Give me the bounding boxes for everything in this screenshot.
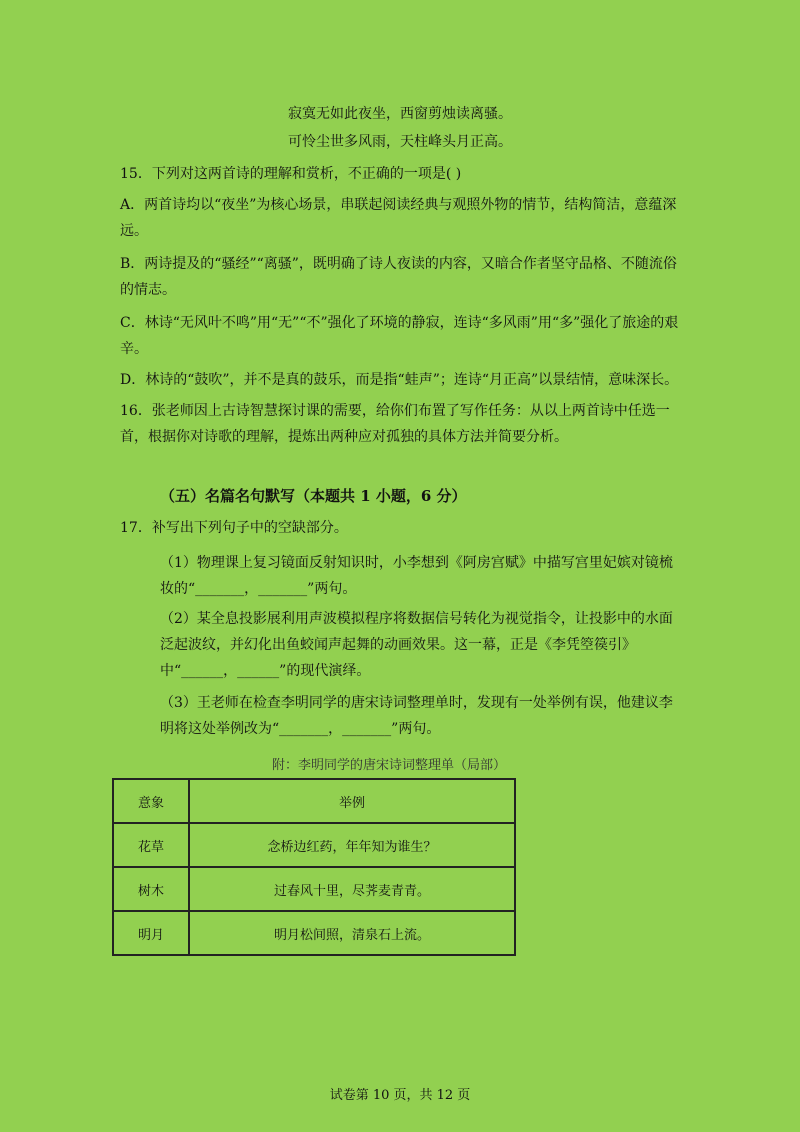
q15-option-b: B．两诗提及的“骚经”“离骚”，既明确了诗人夜读的内容，又暗合作者坚守品格、不随流俗的情志。 — [120, 256, 677, 298]
table-header-row — [113, 779, 515, 823]
table-row — [113, 823, 515, 867]
q16-text: 16．张老师因上古诗智慧探讨课的需要，给你们布置了写作任务：从以上两首诗中任选一首，根据你对诗歌的理解，提炼出两种应对孤独的具体方法并简要分析。 — [120, 403, 670, 445]
q15-option-c: C．林诗“无风叶不鸣”用“无”“不”强化了环境的静寂，连诗“多风雨”用“多”强化了旅途的艰辛。 — [120, 315, 679, 357]
table-cell-imagery: 花草 — [113, 823, 189, 867]
q15-option-a: A．两首诗均以“夜坐”为核心场景，串联起阅读经典与观照外物的情节，结构简洁，意蕴深远。 — [120, 197, 677, 239]
q15-stem: 15．下列对这两首诗的理解和赏析，不正确的一项是( ) — [120, 166, 462, 182]
poem-table — [112, 778, 516, 956]
section5-title: （五）名篇名句默写（本题共 1 小题，6 分） — [160, 487, 467, 505]
table-cell-imagery: 树木 — [113, 867, 189, 911]
table-header-example: 举例 — [189, 779, 515, 823]
table-cell-imagery: 明月 — [113, 911, 189, 955]
page-footer: 试卷第 10 页，共 12 页 — [329, 1088, 471, 1103]
table-header-imagery: 意象 — [113, 779, 189, 823]
q17-sub3: （3）王老师在检查李明同学的唐宋诗词整理单时，发现有一处举例有误，他建议李明将这处举例改为“_______，_______”两句。 — [160, 695, 673, 737]
q17-sub1: （1）物理课上复习镜面反射知识时，小李想到《阿房宫赋》中描写宫里妃嫔对镜梳妆的“_______，_______”两句。 — [160, 555, 673, 597]
q17-stem: 17．补写出下列句子中的空缺部分。 — [120, 520, 348, 536]
poem-line-1: 寂寞无如此夜坐，西窗剪烛读离骚。 — [288, 106, 512, 122]
table-cell-example: 明月松间照，清泉石上流。 — [189, 911, 515, 955]
table-row — [113, 911, 515, 955]
table-cell-example: 过春风十里，尽荠麦青青。 — [189, 867, 515, 911]
table-row — [113, 867, 515, 911]
table-caption: 附：李明同学的唐宋诗词整理单（局部） — [272, 758, 507, 773]
table-cell-example: 念桥边红药，年年知为谁生？ — [189, 823, 515, 867]
poem-line-2: 可怜尘世多风雨，天柱峰头月正高。 — [288, 134, 512, 150]
q17-sub2: （2）某全息投影展利用声波模拟程序将数据信号转化为视觉指令，让投影中的水面泛起波纹，并幻化出鱼蛟闻声起舞的动画效果。这一幕，正是《李凭箜篌引》中“______，______”的现代演绎。 — [160, 611, 673, 679]
q15-option-d: D．林诗的“鼓吹”，并不是真的鼓乐，而是指“蛙声”；连诗“月正高”以景结情，意味深长。 — [120, 372, 679, 388]
